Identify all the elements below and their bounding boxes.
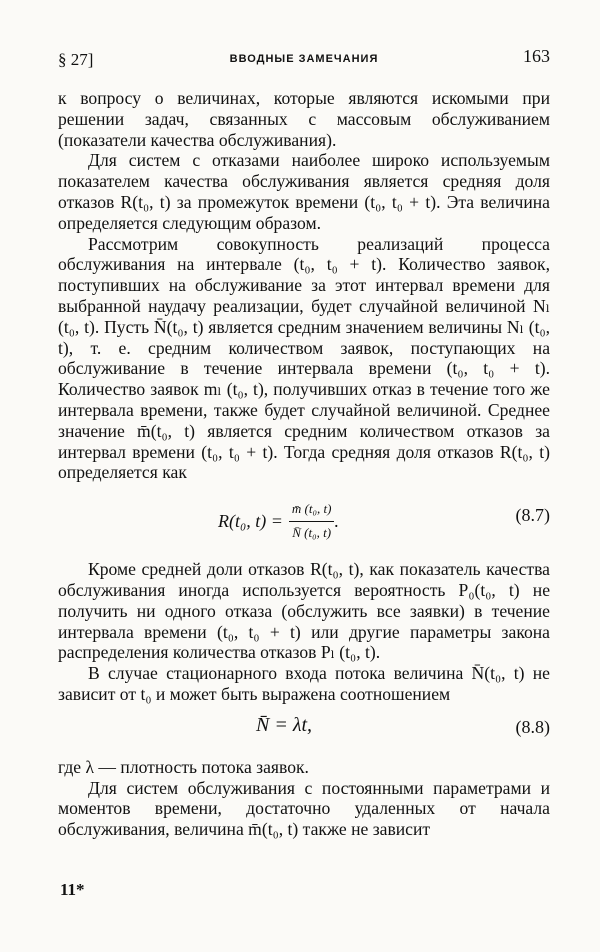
page-number: 163 bbox=[523, 46, 550, 66]
page-header bbox=[58, 46, 550, 74]
formula-tail: . bbox=[334, 511, 339, 532]
formula-lhs: R(t₀, t) = bbox=[218, 511, 283, 532]
running-title: ВВОДНЫЕ ЗАМЕЧАНИЯ bbox=[229, 53, 379, 65]
paragraph: Кроме средней доли отказов R(t₀, t), как показатель качества обслуживания иногда используется вероятность P₀(t₀, t) не получить ни одного отказа (обслужить все заявки) в течение интервала времени (t₀, t₀ + t) или другие параметры закона распределения количества отказов Pₗ (t₀, t). bbox=[58, 559, 550, 663]
paragraph: Для систем с отказами наиболее широко используемым показателем качества обслуживания является средняя доля отказов R(t₀, t) за промежуток времени (t₀, t₀ + t). Эта величина определяется следующим образом. bbox=[58, 150, 550, 233]
equation-number: (8.7) bbox=[515, 505, 550, 526]
signature-mark: 11* bbox=[60, 880, 85, 899]
paragraph: к вопросу о величинах, которые являются искомыми при решении задач, связанных с массовым обслуживанием (показатели качества обслуживания). bbox=[58, 88, 550, 150]
fraction bbox=[289, 499, 335, 544]
paragraph: где λ — плотность потока заявок. bbox=[58, 756, 309, 777]
paragraph: Для систем обслуживания с постоянными параметрами и моментов времени, достаточно удаленных от начала обслуживания, величина m̄(t₀, t) также не зависит bbox=[58, 777, 550, 840]
equation-number: (8.8) bbox=[515, 716, 550, 737]
section-marker: § 27] bbox=[58, 50, 94, 69]
formula-8-8 bbox=[58, 709, 550, 749]
formula-8-7 bbox=[58, 491, 550, 549]
page-body bbox=[58, 88, 550, 840]
formula-expression: N̄ = λt, bbox=[256, 713, 313, 736]
fraction-numerator: m̄ (t₀, t) bbox=[289, 499, 335, 522]
paragraph: Рассмотрим совокупность реализаций процесса обслуживания на интервале (t₀, t₀ + t). Количество заявок, поступивших на обслуживание за этот интервал времени для выбранной наудачу реализации, будет случайной величиной Nₗ (t₀, t). Пусть N̄(t₀, t) является средним значением величины Nₗ (t₀, t), т. е. средним количеством заявок, поступающих на обслуживание в течение интервала времени (t₀, t₀ + t). Количество заявок mₗ (t₀, t), получивших отказ в течение того же интервала времени, также будет случайной величиной. Среднее значение m̄(t₀, t) является средним количеством отказов за интервал времени (t₀, t₀ + t). Тогда средняя доля отказов R(t₀, t) определяется как bbox=[58, 233, 550, 483]
formula-expression bbox=[218, 499, 339, 544]
paragraph: В случае стационарного входа потока величина N̄(t₀, t) не зависит от t₀ и может быть выражена соотношением bbox=[58, 663, 550, 704]
fraction-denominator: N̄ (t₀, t) bbox=[292, 524, 332, 540]
